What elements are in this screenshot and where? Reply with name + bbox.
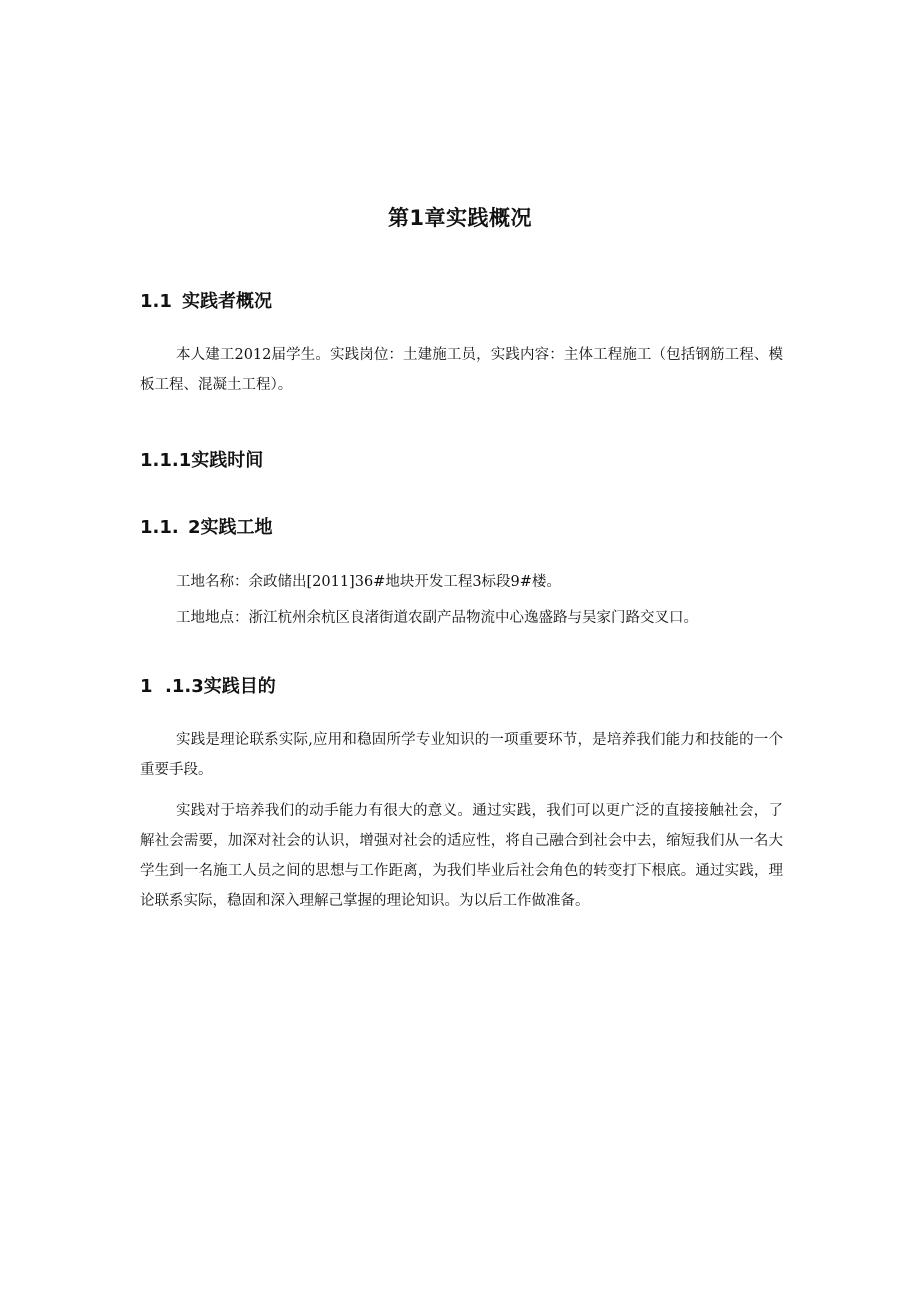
section-number: 1.1: [140, 291, 172, 312]
section-title: 实践目的: [203, 676, 276, 697]
purpose-paragraph-1: 实践是理论联系实际,应用和稳固所学专业知识的一项重要环节，是培养我们能力和技能的一个重要手段。: [140, 732, 783, 778]
section-heading-1-1-3: [140, 672, 276, 698]
site-location-line: 工地地点：浙江杭州余杭区良渚街道农副产品物流中心逸盛路与吴家门路交叉口。: [176, 610, 698, 626]
section-title: 2实践工地: [188, 517, 273, 538]
section-number: 1.1.1: [140, 450, 192, 471]
section-heading-1-1: [140, 287, 272, 313]
purpose-paragraph-2: 实践对于培养我们的动手能力有很大的意义。通过实践，我们可以更广泛的直接接触社会，了解社会需要，加深对社会的认识，增强对社会的适应性，将自己融合到社会中去，缩短我们从一名大学生到一名施工人员之间的思想与工作距离，为我们毕业后社会角色的转变打下根底。通过实践，理论联系实际，稳固和深入理解己掌握的理论知识。为以后工作做准备。: [140, 803, 783, 909]
intro-paragraph: 本人建工2012届学生。实践岗位：土建施工员，实践内容：主体工程施工（包括钢筋工程、模板工程、混凝土工程）。: [140, 347, 783, 393]
chapter-title: 第1章实践概况: [387, 206, 533, 230]
section-number: 1.1.: [140, 517, 179, 538]
section-heading-1-1-1: [140, 446, 263, 472]
section-number: 1 .1.3: [140, 676, 204, 697]
site-name-line: 工地名称：余政储出[2011]36#地块开发工程3标段9#楼。: [176, 574, 561, 590]
section-heading-1-1-2: [140, 513, 273, 539]
section-title: 实践时间: [191, 450, 264, 471]
section-title: 实践者概况: [182, 291, 272, 312]
